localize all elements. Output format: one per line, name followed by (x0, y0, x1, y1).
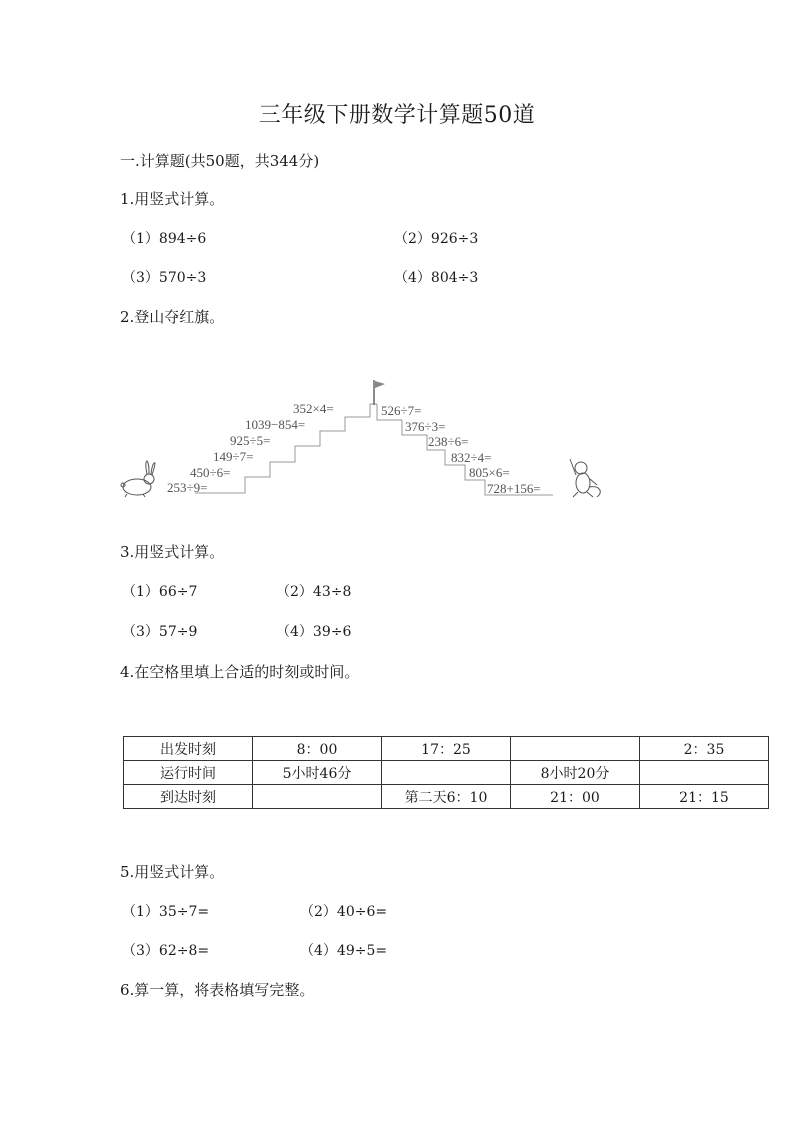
table-row (124, 761, 769, 785)
table-cell: 2：35 (640, 737, 769, 761)
section-heading: 一.计算题(共50题，共344分) (120, 152, 320, 170)
table-cell: 8：00 (253, 737, 382, 761)
right-step-label: 526÷7= (381, 403, 422, 418)
table-cell: 第二天6：10 (382, 785, 511, 809)
table-cell (382, 761, 511, 785)
right-step-label: 805×6= (469, 465, 510, 480)
flag-icon (374, 380, 385, 405)
q1-item-2: （2）926÷3 (394, 231, 479, 247)
table-cell: 8小时20分 (511, 761, 640, 785)
table-row (124, 785, 769, 809)
question-6-label: 6.算一算，将表格填写完整。 (120, 981, 315, 999)
page-title: 三年级下册数学计算题50道 (258, 103, 536, 128)
left-step-label: 149÷7= (213, 449, 254, 464)
right-step-label: 238÷6= (428, 434, 469, 449)
table-cell: 出发时刻 (124, 737, 253, 761)
question-5-label: 5.用竖式计算。 (120, 863, 225, 881)
table-cell (253, 785, 382, 809)
table-cell (640, 761, 769, 785)
q3-item-2: （2）43÷8 (276, 584, 352, 600)
table-cell: 到达时刻 (124, 785, 253, 809)
table-cell: 21：15 (640, 785, 769, 809)
time-table (123, 736, 769, 809)
q3-item-3: （3）57÷9 (122, 624, 198, 640)
table-cell: 21：00 (511, 785, 640, 809)
q1-item-3: （3）570÷3 (122, 270, 207, 286)
question-2-label: 2.登山夺红旗。 (120, 308, 225, 326)
monkey-icon (570, 459, 600, 497)
left-step-label: 1039−854= (245, 417, 306, 432)
question-4-label: 4.在空格里填上合适的时刻或时间。 (120, 663, 360, 681)
q1-item-4: （4）804÷3 (394, 270, 479, 286)
table-row (124, 737, 769, 761)
left-step-label: 253÷9= (167, 480, 208, 495)
left-step-label: 925÷5= (230, 433, 271, 448)
table-cell: 17：25 (382, 737, 511, 761)
left-step-label: 352×4= (293, 401, 334, 416)
q5-item-1: （1）35÷7= (122, 904, 210, 920)
right-step-label: 376÷3= (405, 419, 446, 434)
rabbit-icon (121, 461, 155, 497)
right-step-label: 832÷4= (451, 450, 492, 465)
left-step-label: 450÷6= (190, 465, 231, 480)
q5-item-4: （4）49÷5= (300, 943, 388, 959)
question-1-label: 1.用竖式计算。 (120, 190, 225, 208)
table-cell: 5小时46分 (253, 761, 382, 785)
question-3-label: 3.用竖式计算。 (120, 543, 225, 561)
table-cell (511, 737, 640, 761)
table-cell: 运行时间 (124, 761, 253, 785)
q5-item-3: （3）62÷8= (122, 943, 210, 959)
right-step-label: 728+156= (487, 481, 541, 496)
q1-item-1: （1）894÷6 (122, 231, 207, 247)
q3-item-4: （4）39÷6 (276, 624, 352, 640)
q3-item-1: （1）66÷7 (122, 584, 198, 600)
mountain-stairs-diagram (115, 375, 615, 505)
q5-item-2: （2）40÷6= (300, 904, 388, 920)
